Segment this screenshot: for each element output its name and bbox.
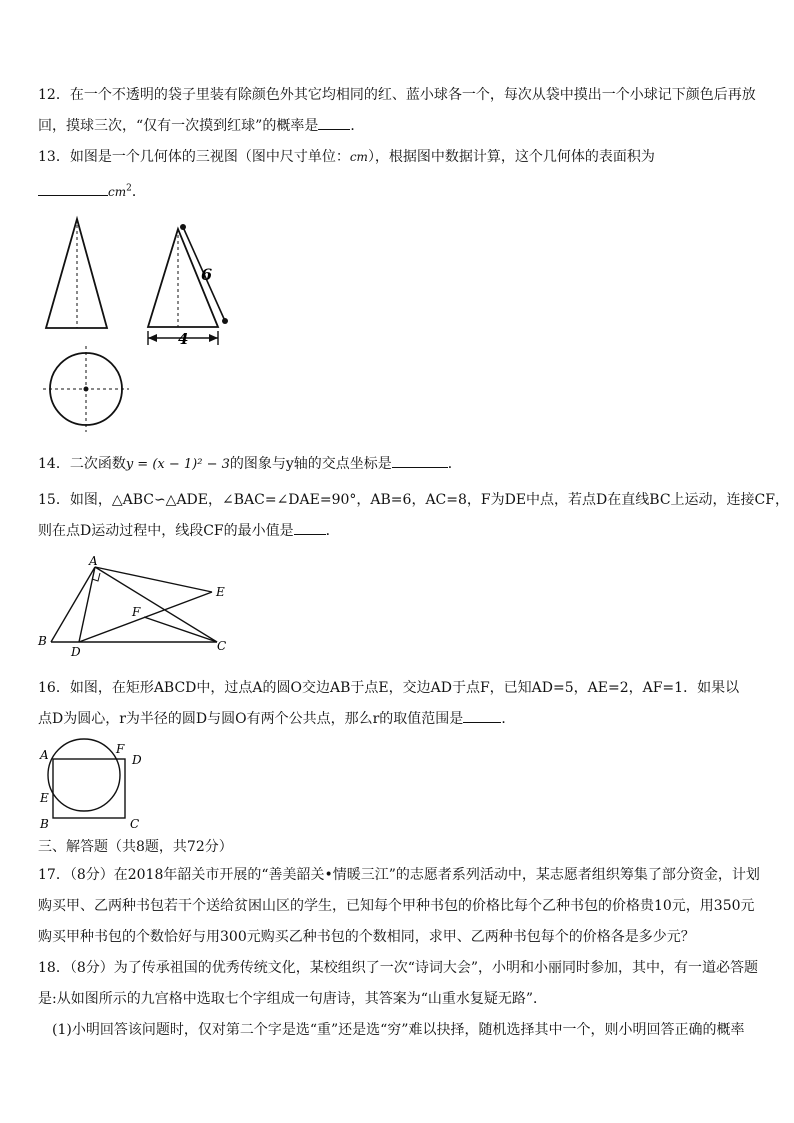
q17-line3: 购买甲种书包的个数恰好与用300元购买乙种书包的个数相同，求甲、乙两种书包每个的价格各是多少元？ <box>38 929 695 945</box>
q15-text: 则在点D运动过程中，线段CF的最小值是 <box>38 523 294 539</box>
circle-O <box>48 739 120 811</box>
q13-answer-unit: cm <box>108 185 127 199</box>
label-F: F <box>116 742 125 756</box>
q16-text: 点D为圆心，r为半径的圆D与圆O有两个公共点，那么r的取值范围是 <box>38 711 464 727</box>
label-A: A <box>89 554 98 568</box>
label-B: B <box>38 634 47 648</box>
q15-line1: 15．如图，△ABC∽△ADE，∠BAC=∠DAE=90°，AB=6，AC=8，F为DE中点，若点D在直线BC上运动，连接CF， <box>38 492 789 508</box>
label-E: E <box>40 791 49 805</box>
q18-line1: 18．（8分）为了传承祖国的优秀传统文化，某校组织了一次“诗词大会”，小明和小丽同时参加，其中，有一道必答题 <box>38 960 759 976</box>
q16-end: ． <box>501 711 516 727</box>
q18-line3: (1)小明回答该问题时，仅对第二个字是选“重”还是选“穷”难以抉择，随机选择其中一个，则小明回答正确的概率 <box>52 1022 745 1038</box>
q15-end: ． <box>325 523 340 539</box>
label-B: B <box>40 817 49 831</box>
q18-line2: 是:从如图所示的九宫格中选取七个字组成一句唐诗，其答案为“山重水复疑无路”． <box>38 991 548 1007</box>
q13-unit: cm <box>349 150 368 164</box>
label-F: F <box>132 605 141 619</box>
q13-answer-exponent: 2 <box>126 183 132 194</box>
q17-line2: 购买甲、乙两种书包若干个送给贫困山区的学生，已知每个甲种书包的价格比每个乙种书包的价格贵10元，用350元 <box>38 898 755 914</box>
q12-end: ． <box>350 118 365 134</box>
q14-text-b: 的图象与y轴的交点坐标是 <box>229 456 392 472</box>
base-label: 4 <box>178 330 189 348</box>
label-D: D <box>132 753 142 767</box>
section-three-heading: 三、解答题（共8题，共72分） <box>38 839 233 855</box>
label-D: D <box>71 645 81 659</box>
rectangle-ABCD <box>53 759 125 818</box>
label-C: C <box>130 817 140 831</box>
q14-formula: y = (x − 1)² − 3 <box>125 457 230 472</box>
q13-end: ． <box>131 184 146 200</box>
slant-label: 6 <box>201 265 213 284</box>
q12-line1: 12．在一个不透明的袋子里装有除颜色外其它均相同的红、蓝小球各一个，每次从袋中摸出一个小球记下颜色后再放 <box>38 87 756 103</box>
q13-text-b: ），根据图中数据计算，这个几何体的表面积为 <box>367 149 655 165</box>
label-E: E <box>216 585 225 599</box>
q14-text-a: 14．二次函数 <box>38 456 126 472</box>
q12-text: 回，摸球三次，“仅有一次摸到红球”的概率是 <box>38 118 319 134</box>
q14-end: ． <box>447 456 462 472</box>
q16-line1: 16．如图，在矩形ABCD中，过点A的圆O交边AB于点E，交边AD于点F，已知AD=5，AE=2，AF=1．如果以 <box>38 680 740 696</box>
q17-line1: 17．（8分）在2018年韶关市开展的“善美韶关•情暖三江”的志愿者系列活动中，某志愿者组织筹集了部分资金，计划 <box>38 867 760 883</box>
label-C: C <box>217 639 227 653</box>
label-A: A <box>40 748 49 762</box>
q13-text-a: 13．如图是一个几何体的三视图（图中尺寸单位： <box>38 149 350 165</box>
